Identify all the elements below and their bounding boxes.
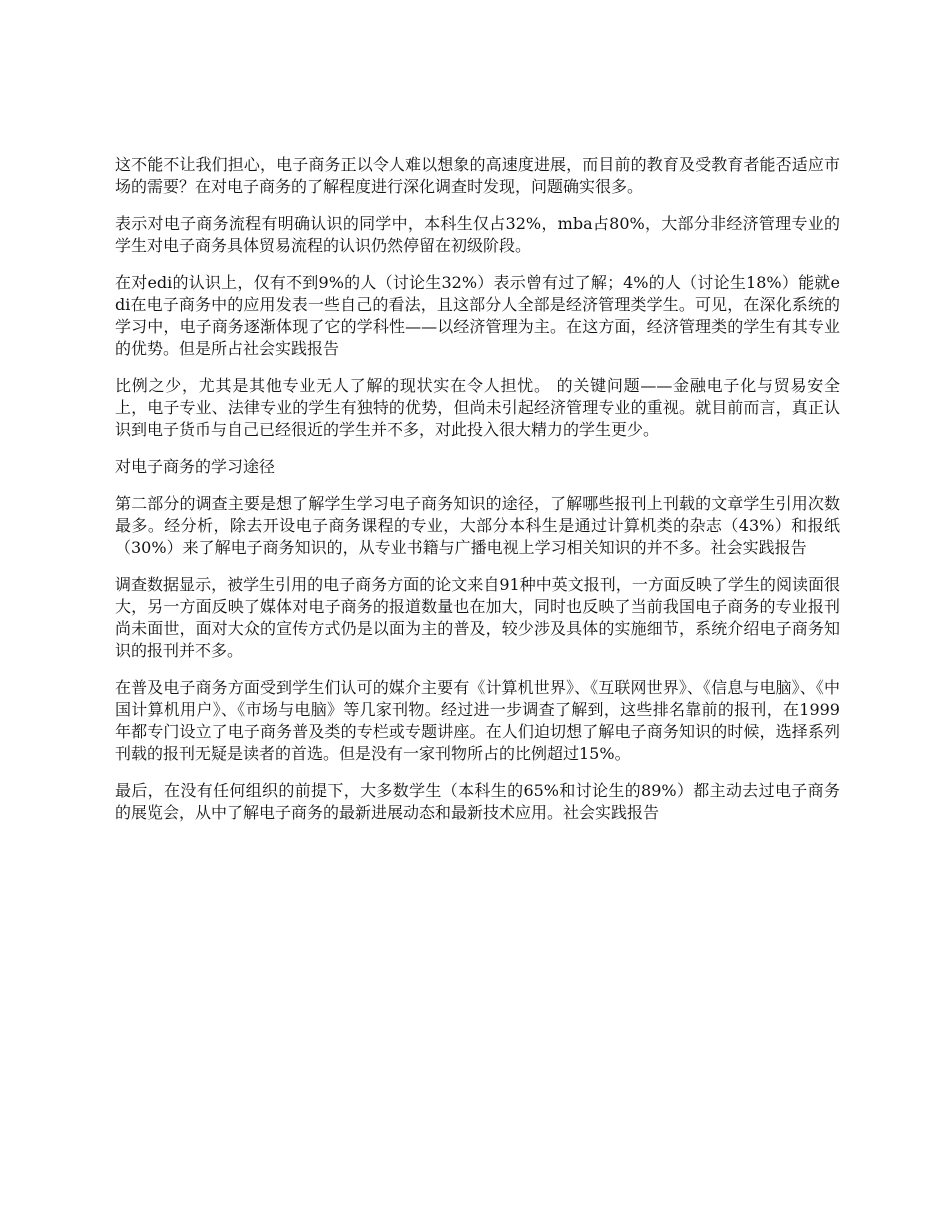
document-page xyxy=(115,154,840,839)
paragraph-2: 表示对电子商务流程有明确认识的同学中，本科生仅占32%，mba占80%，大部分非经济管理专业的学生对电子商务具体贸易流程的认识仍然停留在初级阶段。 xyxy=(115,214,840,255)
paragraph-6: 调查数据显示，被学生引用的电子商务方面的论文来自91种中英文报刊，一方面反映了学生的阅读面很大，另一方面反映了媒体对电子商务的报道数量也在加大，同时也反映了当前我国电子商务的专业报刊尚未面世，面对大众的宣传方式仍是以面为主的普及，较少涉及具体的实施细节，系统介绍电子商务知识的报刊并不多。 xyxy=(115,575,840,660)
paragraph-8: 最后，在没有任何组织的前提下，大多数学生（本科生的65%和讨论生的89%）都主动去过电子商务的展览会，从中了解电子商务的最新进展动态和最新技术应用。社会实践报告 xyxy=(115,781,840,822)
section-heading: 对电子商务的学习途径 xyxy=(115,457,276,476)
paragraph-7: 在普及电子商务方面受到学生们认可的媒介主要有《计算机世界》、《互联网世界》、《信息与电脑》、《中国计算机用户》、《市场与电脑》等几家刊物。经过进一步调查了解到，这些排名靠前的报刊，在1999年都专门设立了电子商务普及类的专栏或专题讲座。在人们迫切想了解电子商务知识的时候，选择系列刊载的报刊无疑是读者的首选。但是没有一家刊物所占的比例超过15%。 xyxy=(115,678,840,763)
paragraph-3: 在对edi的认识上，仅有不到9%的人（讨论生32%）表示曾有过了解；4%的人（讨论生18%）能就edi在电子商务中的应用发表一些自己的看法，且这部分人全部是经济管理类学生。可见，在深化系统的学习中，电子商务逐渐体现了它的学科性——以经济管理为主。在这方面，经济管理类的学生有其专业的优势。但是所占社会实践报告 xyxy=(115,273,840,358)
paragraph-1: 这不能不让我们担心，电子商务正以令人难以想象的高速度进展，而目前的教育及受教育者能否适应市场的需要？在对电子商务的了解程度进行深化调查时发现，问题确实很多。 xyxy=(115,155,840,196)
paragraph-5: 第二部分的调查主要是想了解学生学习电子商务知识的途径，了解哪些报刊上刊载的文章学生引用次数最多。经分析，除去开设电子商务课程的专业，大部分本科生是通过计算机类的杂志（43%）和报纸（30%）来了解电子商务知识的，从专业书籍与广播电视上学习相关知识的并不多。社会实践报告 xyxy=(115,494,840,557)
paragraph-4: 比例之少，尤其是其他专业无人了解的现状实在令人担忧。 的关键问题——金融电子化与贸易安全上，电子专业、法律专业的学生有独特的优势，但尚未引起经济管理专业的重视。就目前而言，真正认识到电子货币与自己已经很近的学生并不多，对此投入很大精力的学生更少。 xyxy=(115,376,840,439)
